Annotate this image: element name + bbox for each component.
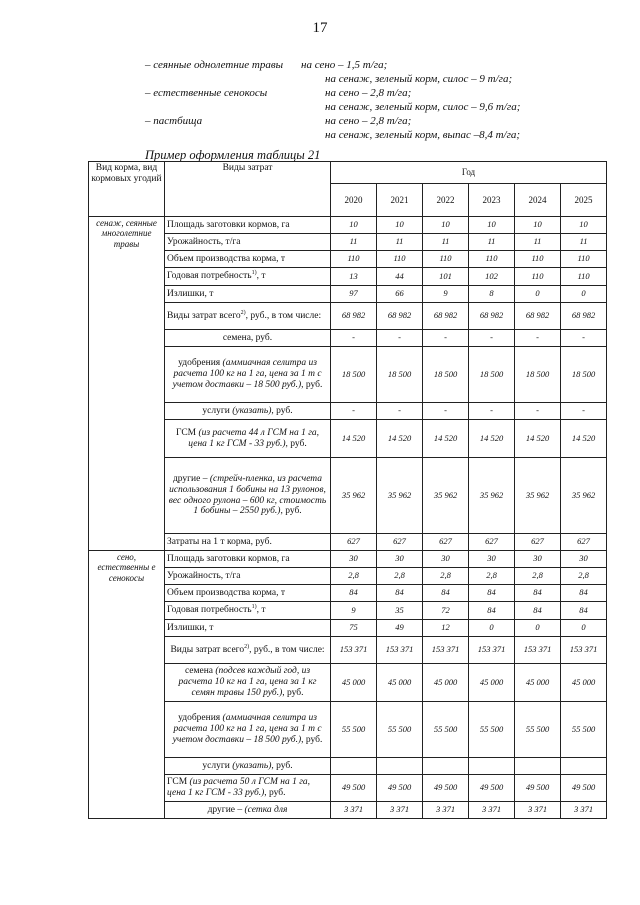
value-cell: 18 500 (423, 347, 469, 403)
value-cell: 84 (331, 585, 377, 602)
row-label (165, 637, 331, 664)
row-label-text: ГСМ (167, 777, 190, 788)
table-caption: Пример оформления таблицы 21 (145, 148, 321, 162)
value-cell: 35 (377, 602, 423, 620)
row-label (165, 251, 331, 268)
row-label (165, 568, 331, 585)
row-label-text: Виды затрат всего (167, 311, 241, 322)
value-cell: 68 982 (561, 303, 607, 330)
value-cell: 45 000 (377, 664, 423, 702)
value-cell: 84 (423, 585, 469, 602)
row-label-text: Виды затрат всего (170, 645, 245, 656)
value-cell: 2,8 (561, 568, 607, 585)
table-row (89, 702, 607, 758)
row-label-unit: , руб. (282, 687, 304, 698)
intro-item-natural-hayfields-silage: на сенаж, зеленый корм, силос – 9,6 т/га; (325, 101, 521, 113)
value-cell: 102 (469, 268, 515, 286)
value-cell: 2,8 (423, 568, 469, 585)
value-cell: 110 (561, 268, 607, 286)
table-row (89, 217, 607, 234)
table-row (89, 420, 607, 458)
value-cell: 49 500 (561, 775, 607, 802)
row-label-text: удобрения (178, 358, 223, 369)
value-cell: 13 (331, 268, 377, 286)
row-label-text: Урожайность, т/га (167, 236, 241, 247)
value-cell: 30 (331, 551, 377, 568)
value-cell: 110 (469, 251, 515, 268)
value-cell: 11 (561, 234, 607, 251)
row-label-unit: , руб. (301, 379, 323, 390)
row-label (165, 702, 331, 758)
row-label-text: Площадь заготовки кормов, га (167, 219, 290, 230)
footnote-marker: 1) (251, 270, 257, 277)
value-cell: 55 500 (561, 702, 607, 758)
row-label-detail: (аммиачная селитра из расчета 100 кг на 1 га, цена за 1 т с учетом доставки – 18 500 руб.) (172, 713, 322, 745)
value-cell: 45 000 (331, 664, 377, 702)
row-label-unit: , руб. (264, 788, 286, 798)
value-cell: 110 (377, 251, 423, 268)
year-2021: 2021 (377, 184, 423, 217)
value-cell: - (469, 403, 515, 420)
intro-item-natural-hayfields: – естественные сенокосы (145, 87, 268, 99)
row-label (165, 802, 331, 819)
value-cell: 3 371 (377, 802, 423, 819)
value-cell: 11 (331, 234, 377, 251)
value-cell: 10 (331, 217, 377, 234)
value-cell: 2,8 (377, 568, 423, 585)
row-label-text: другие – (172, 473, 210, 484)
value-cell: 35 962 (331, 458, 377, 534)
value-cell: 14 520 (561, 420, 607, 458)
table-row (89, 268, 607, 286)
value-cell: 55 500 (469, 702, 515, 758)
row-label (165, 458, 331, 534)
value-cell: 84 (377, 585, 423, 602)
value-cell: 30 (377, 551, 423, 568)
table-row (89, 403, 607, 420)
value-cell: 49 500 (377, 775, 423, 802)
value-cell: 110 (515, 268, 561, 286)
footnote-marker: 1) (251, 604, 257, 611)
value-cell: 30 (515, 551, 561, 568)
value-cell: 18 500 (561, 347, 607, 403)
row-label (165, 420, 331, 458)
row-label (165, 217, 331, 234)
row-label-unit: , руб. (271, 405, 293, 416)
value-cell: 97 (331, 286, 377, 303)
footnote-marker: 2) (244, 643, 250, 650)
value-cell: 18 500 (377, 347, 423, 403)
row-label-text: другие – (207, 804, 245, 815)
row-label-text: Излишки, т (167, 622, 214, 633)
row-label-text: Площадь заготовки кормов, га (167, 553, 290, 564)
value-cell: 49 500 (423, 775, 469, 802)
value-cell: 68 982 (423, 303, 469, 330)
value-cell: 2,8 (331, 568, 377, 585)
row-label-unit: , руб. (301, 734, 323, 745)
value-cell: 0 (561, 620, 607, 637)
row-label-detail: (указать) (232, 760, 272, 771)
row-label-text: услуги (202, 760, 233, 771)
value-cell: 153 371 (469, 637, 515, 664)
value-cell: 3 371 (469, 802, 515, 819)
value-cell: - (515, 330, 561, 347)
row-label-text: ГСМ (175, 427, 199, 438)
value-cell: - (377, 330, 423, 347)
value-cell: 72 (423, 602, 469, 620)
value-cell: - (423, 330, 469, 347)
group-haylage: сенаж, сеянные многолетние травы (89, 217, 165, 551)
value-cell: 627 (469, 534, 515, 551)
value-cell: 3 371 (515, 802, 561, 819)
value-cell: 35 962 (561, 458, 607, 534)
value-cell: 153 371 (561, 637, 607, 664)
value-cell: - (423, 403, 469, 420)
value-cell: 627 (561, 534, 607, 551)
value-cell: 8 (469, 286, 515, 303)
row-label (165, 585, 331, 602)
value-cell (423, 758, 469, 775)
value-cell: 68 982 (515, 303, 561, 330)
value-cell: 84 (515, 585, 561, 602)
value-cell: 0 (515, 620, 561, 637)
header-year: Год (331, 162, 607, 184)
value-cell: 10 (469, 217, 515, 234)
value-cell: 12 (423, 620, 469, 637)
value-cell: 84 (469, 585, 515, 602)
table-row (89, 551, 607, 568)
year-2022: 2022 (423, 184, 469, 217)
table-row (89, 234, 607, 251)
table-row (89, 758, 607, 775)
row-label-unit: , руб. (271, 760, 293, 771)
value-cell: 0 (515, 286, 561, 303)
value-cell: - (515, 403, 561, 420)
value-cell: 84 (469, 602, 515, 620)
row-label-detail: (стрейч-пленка, из расчета использования 1 бобины на 13 рулонов, вес одного рулона – 600 кг, стоимость 1 бобины – 2550 руб.) (168, 473, 327, 517)
value-cell (515, 758, 561, 775)
table-row (89, 251, 607, 268)
value-cell: 49 500 (515, 775, 561, 802)
row-label-unit: , руб., в том числе: (249, 645, 325, 656)
row-label-unit: , т (256, 271, 266, 282)
row-label-text: Урожайность, т/га (167, 570, 241, 581)
value-cell: 627 (423, 534, 469, 551)
value-cell: 30 (561, 551, 607, 568)
row-label (165, 620, 331, 637)
value-cell: 627 (331, 534, 377, 551)
value-cell: 14 520 (515, 420, 561, 458)
value-cell: 75 (331, 620, 377, 637)
value-cell: 18 500 (331, 347, 377, 403)
table-row (89, 585, 607, 602)
row-label-text: Годовая потребность (167, 605, 252, 616)
table-row (89, 330, 607, 347)
header-cost-types: Виды затрат (165, 162, 331, 217)
value-cell: 55 500 (377, 702, 423, 758)
value-cell: 101 (423, 268, 469, 286)
value-cell: 11 (469, 234, 515, 251)
row-label (165, 303, 331, 330)
row-label-unit: , руб. (280, 506, 302, 517)
cost-table (88, 161, 607, 819)
value-cell: 35 962 (423, 458, 469, 534)
value-cell: 35 962 (377, 458, 423, 534)
value-cell: 9 (423, 286, 469, 303)
row-label-text: Излишки, т (167, 288, 214, 299)
table-row (89, 458, 607, 534)
table-row (89, 802, 607, 819)
row-label-unit: , руб., в том числе: (245, 311, 322, 322)
value-cell: 9 (331, 602, 377, 620)
value-cell: - (331, 330, 377, 347)
table-row (89, 664, 607, 702)
intro-item-pastures-grazing: на сенаж, зеленый корм, выпас –8,4 т/га; (325, 129, 521, 141)
value-cell: 153 371 (331, 637, 377, 664)
intro-item-annual-grass-hay: на сено – 1,5 т/га; (301, 59, 388, 71)
value-cell: 10 (423, 217, 469, 234)
row-label (165, 403, 331, 420)
group-hay: сено, естественны е сенокосы (89, 551, 165, 819)
row-label-text: семена (184, 666, 216, 677)
row-label-detail: (из расчета 44 л ГСМ на 1 га, цена 1 кг ГСМ - 33 руб.) (188, 427, 320, 449)
row-label-unit: , руб. (285, 438, 307, 449)
value-cell: 110 (515, 251, 561, 268)
value-cell: 14 520 (377, 420, 423, 458)
row-label (165, 534, 331, 551)
header-feed-type: Вид корма, вид кормовых угодий (89, 162, 165, 217)
page-number: 17 (312, 20, 328, 36)
value-cell (561, 758, 607, 775)
row-label-text: семена, руб. (222, 332, 273, 343)
value-cell: 153 371 (423, 637, 469, 664)
value-cell: 18 500 (469, 347, 515, 403)
row-label (165, 268, 331, 286)
value-cell: 627 (377, 534, 423, 551)
row-label (165, 775, 331, 802)
table-row (89, 602, 607, 620)
intro-item-annual-grass: – сеянные однолетние травы (145, 59, 284, 71)
value-cell: 10 (515, 217, 561, 234)
value-cell: 35 962 (515, 458, 561, 534)
row-label-detail: (сетка для (244, 804, 288, 815)
value-cell: 110 (423, 251, 469, 268)
value-cell: 3 371 (423, 802, 469, 819)
value-cell: 11 (515, 234, 561, 251)
value-cell: 3 371 (331, 802, 377, 819)
value-cell: 18 500 (515, 347, 561, 403)
value-cell (469, 758, 515, 775)
row-label-text: услуги (202, 405, 233, 416)
value-cell: 66 (377, 286, 423, 303)
row-label-detail: (аммиачная селитра из расчета 100 кг на 1 га, цена за 1 т с учетом доставки – 18 500 руб.) (172, 358, 322, 390)
row-label-text: удобрения (178, 713, 223, 724)
year-2023: 2023 (469, 184, 515, 217)
value-cell: 55 500 (515, 702, 561, 758)
value-cell: 55 500 (423, 702, 469, 758)
row-label (165, 664, 331, 702)
value-cell: 49 500 (331, 775, 377, 802)
value-cell: 68 982 (331, 303, 377, 330)
value-cell: 11 (377, 234, 423, 251)
table-row (89, 568, 607, 585)
intro-item-natural-hayfields-hay: на сено – 2,8 т/га; (325, 87, 412, 99)
row-label (165, 286, 331, 303)
value-cell: 11 (423, 234, 469, 251)
table-row (89, 620, 607, 637)
table-row (89, 637, 607, 664)
value-cell: 49 (377, 620, 423, 637)
row-label-detail: (указать) (232, 405, 272, 416)
value-cell: 110 (331, 251, 377, 268)
value-cell: 30 (469, 551, 515, 568)
table-row (89, 347, 607, 403)
value-cell: 110 (561, 251, 607, 268)
table-row (89, 775, 607, 802)
value-cell: 84 (561, 585, 607, 602)
intro-item-pastures-hay: на сено – 2,8 т/га; (325, 115, 412, 127)
value-cell: 3 371 (561, 802, 607, 819)
value-cell: 49 500 (469, 775, 515, 802)
intro-item-annual-grass-silage: на сенаж, зеленый корм, силос – 9 т/га; (325, 73, 513, 85)
row-label-unit: , т (256, 605, 266, 616)
value-cell: 2,8 (469, 568, 515, 585)
value-cell (331, 758, 377, 775)
footnote-marker: 2) (240, 309, 246, 316)
value-cell: 45 000 (561, 664, 607, 702)
value-cell: 68 982 (469, 303, 515, 330)
value-cell: 45 000 (423, 664, 469, 702)
row-label-text: Затраты на 1 т корма, руб. (167, 536, 272, 547)
value-cell: 627 (515, 534, 561, 551)
intro-item-pastures: – пастбища (145, 115, 203, 127)
row-label (165, 330, 331, 347)
value-cell: 84 (515, 602, 561, 620)
row-label (165, 234, 331, 251)
year-2024: 2024 (515, 184, 561, 217)
value-cell: - (331, 403, 377, 420)
value-cell: - (377, 403, 423, 420)
value-cell: - (561, 403, 607, 420)
value-cell: 35 962 (469, 458, 515, 534)
row-label-detail: (подсев каждый год, из расчета 10 кг на 1 га, цена за 1 кг семян травы 150 руб.) (178, 666, 317, 698)
value-cell: 45 000 (469, 664, 515, 702)
table-row (89, 534, 607, 551)
year-2025: 2025 (561, 184, 607, 217)
row-label-text: Объем производства корма, т (167, 587, 285, 598)
value-cell: 44 (377, 268, 423, 286)
row-label (165, 347, 331, 403)
row-label (165, 551, 331, 568)
row-label (165, 602, 331, 620)
row-label-text: Годовая потребность (167, 271, 252, 282)
value-cell: 14 520 (331, 420, 377, 458)
row-label-detail: (из расчета 50 л ГСМ на 1 га, цена 1 кг ГСМ - 33 руб.) (167, 777, 311, 798)
value-cell: 0 (469, 620, 515, 637)
value-cell: - (561, 330, 607, 347)
value-cell: 14 520 (423, 420, 469, 458)
year-2020: 2020 (331, 184, 377, 217)
value-cell (377, 758, 423, 775)
value-cell: 30 (423, 551, 469, 568)
value-cell: 45 000 (515, 664, 561, 702)
row-label (165, 758, 331, 775)
table-row (89, 303, 607, 330)
value-cell: - (469, 330, 515, 347)
table-row (89, 286, 607, 303)
value-cell: 14 520 (469, 420, 515, 458)
value-cell: 2,8 (515, 568, 561, 585)
value-cell: 153 371 (515, 637, 561, 664)
value-cell: 153 371 (377, 637, 423, 664)
value-cell: 68 982 (377, 303, 423, 330)
row-label-text: Объем производства корма, т (167, 253, 285, 264)
value-cell: 0 (561, 286, 607, 303)
value-cell: 84 (561, 602, 607, 620)
value-cell: 10 (561, 217, 607, 234)
value-cell: 10 (377, 217, 423, 234)
value-cell: 55 500 (331, 702, 377, 758)
